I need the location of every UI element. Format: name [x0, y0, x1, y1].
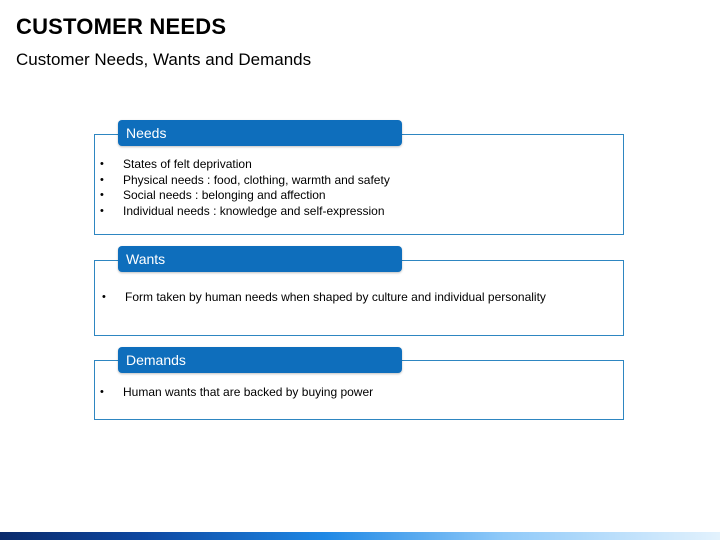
wants-bullet-list	[102, 290, 546, 306]
list-item: • Social needs : belonging and affection	[100, 188, 390, 204]
list-item: • States of felt deprivation	[100, 157, 390, 173]
list-item: • Human wants that are backed by buying power	[100, 385, 373, 401]
demands-bullet-list	[100, 385, 373, 401]
slide-subtitle: Customer Needs, Wants and Demands	[16, 50, 312, 69]
list-item: • Physical needs : food, clothing, warmth and safety	[100, 173, 390, 189]
footer-gradient-bar	[0, 532, 720, 540]
demands-header: Demands	[118, 347, 402, 373]
wants-header: Wants	[118, 246, 402, 272]
list-item: • Form taken by human needs when shaped by culture and individual personality	[102, 290, 546, 306]
needs-header: Needs	[118, 120, 402, 146]
list-item: • Individual needs : knowledge and self-expression	[100, 204, 390, 220]
slide-title: CUSTOMER NEEDS	[16, 14, 227, 39]
needs-bullet-list	[100, 157, 390, 219]
